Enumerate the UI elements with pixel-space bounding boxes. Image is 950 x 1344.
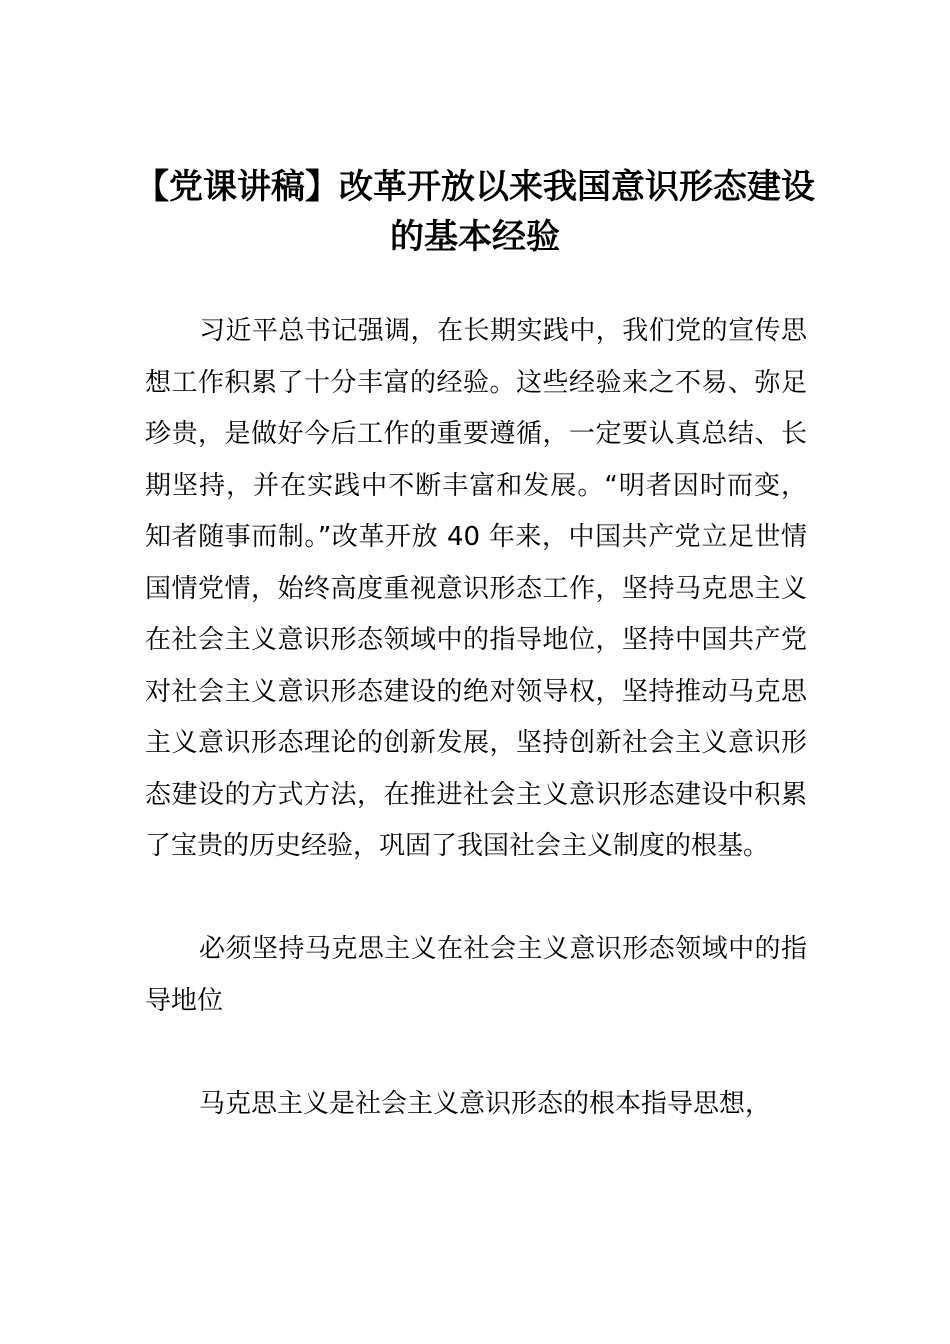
document-title: 【党课讲稿】改革开放以来我国意识形态建设的基本经验 [135,167,815,257]
paragraph-spacer [145,873,807,925]
document-body [145,306,807,1130]
paragraph-intro: 习近平总书记强调，在长期实践中，我们党的宣传思想工作积累了十分丰富的经验。这些经验来之不易、弥足珍贵，是做好今后工作的重要遵循，一定要认真总结、长期坚持，并在实践中不断丰富和发展。“明者因时而变，知者随事而制。”改革开放 40 年来，中国共产党立足世情国情党情，始终高度重视意识形态工作，坚持马克思主义在社会主义意识形态领域中的指导地位，坚持中国共产党对社会主义意识形态建设的绝对领导权，坚持推动马克思主义意识形态理论的创新发展，坚持创新社会主义意识形态建设的方式方法，在推进社会主义意识形态建设中积累了宝贵的历史经验，巩固了我国社会主义制度的根基。 [145,316,807,861]
paragraph-body: 马克思主义是社会主义意识形态的根本指导思想， [199,1088,772,1119]
paragraph-spacer [145,1027,807,1079]
section-heading: 必须坚持马克思主义在社会主义意识形态领域中的指导地位 [145,934,807,1016]
